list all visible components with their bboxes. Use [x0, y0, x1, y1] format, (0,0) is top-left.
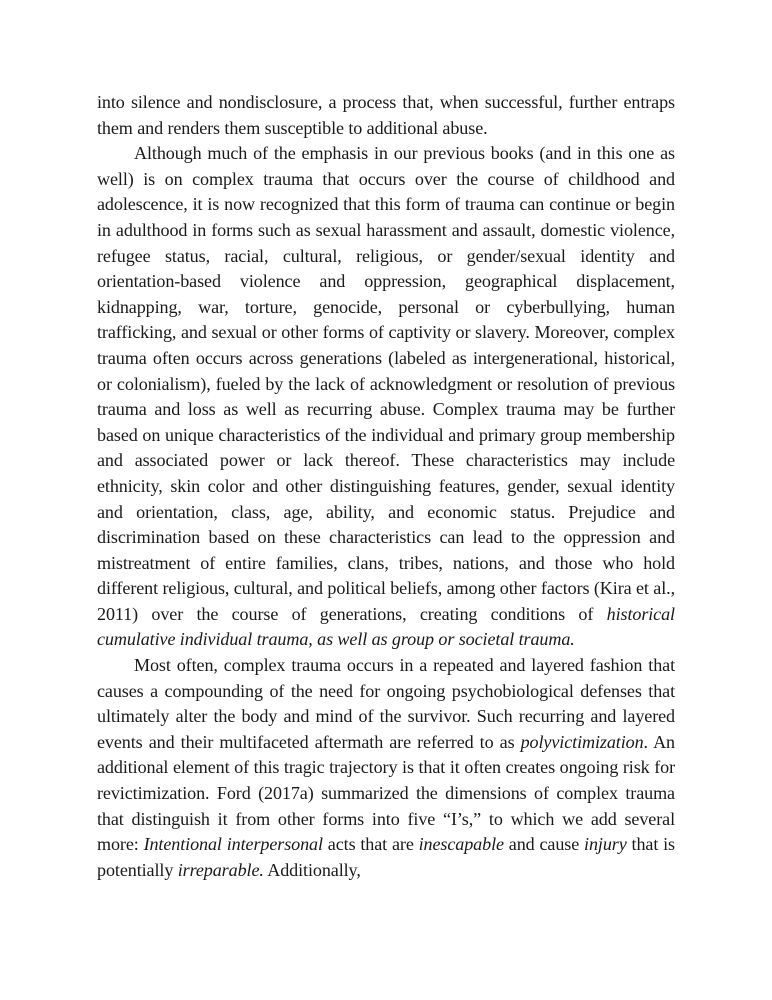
text-run: Although much of the emphasis in our previous books (and in this one as well) is on complex trauma that occurs over the course of childhood and adolescence, it is now recognized that this form of trauma can continue or begin in adulthood in forms such as sexual harassment and assault, domestic violence, refugee status, racial, cultural, religious, or gender/sexual identity and orientation-based violence and oppression, geographical displacement, kidnapping, war, torture, genocide, personal or cyberbullying, human trafficking, and sexual or other forms of captivity or slavery. Moreover, complex trauma often occurs across generations (labeled as intergenerational, historical, or colonialism), fueled by the lack of acknowledgment or resolution of previous trauma and loss as well as recurring abuse. Complex trauma may be further based on unique characteristics of the individual and primary group membership and associated power or lack thereof. These characteristics may include ethnicity, skin color and other distinguishing features, gender, sexual identity and orientation, class, age, ability, and economic status. Prejudice and discrimination based on these characteristics can lead to the oppression and mistreatment of entire families, clans, tribes, nations, and those who hold different religious, cultural, and political beliefs, among other factors (Kira et al., 2011) over the course of generations, creating conditions of — [97, 143, 675, 624]
italic-text-run: irreparable. — [177, 859, 264, 880]
paragraph — [97, 141, 675, 653]
italic-text-run: Intentional interpersonal — [143, 834, 323, 855]
paragraph — [97, 653, 675, 883]
text-run: into silence and nondisclosure, a process that, when successful, further entraps them and renders them susceptible to additional abuse. — [97, 92, 675, 138]
text-run: . An additional element of this tragic trajectory is that it often creates ongoing risk for revictimization. Ford (2017a) summarized the dimensions of complex trauma that distinguish it from other forms into five “I’s,” to which we add several more: — [97, 731, 675, 855]
italic-text-run: polyvictimization — [520, 731, 644, 752]
italic-text-run: inescapable — [418, 834, 504, 855]
text-run: that is potentially — [97, 834, 675, 880]
italic-text-run: historical cumulative individual trauma, as well as group or societal trauma. — [97, 603, 675, 650]
text-run: and cause — [503, 834, 585, 855]
document-page — [97, 90, 675, 883]
text-run: acts that are — [322, 834, 419, 855]
paragraph — [97, 90, 675, 141]
text-run: Additionally, — [263, 859, 361, 880]
text-run: Most often, complex trauma occurs in a repeated and layered fashion that causes a compounding of the need for ongoing psychobiological defenses that ultimately alter the body and mind of the survivor. Such recurring and layered events and their multifaceted aftermath are referred to as — [97, 655, 675, 752]
italic-text-run: injury — [584, 834, 627, 855]
